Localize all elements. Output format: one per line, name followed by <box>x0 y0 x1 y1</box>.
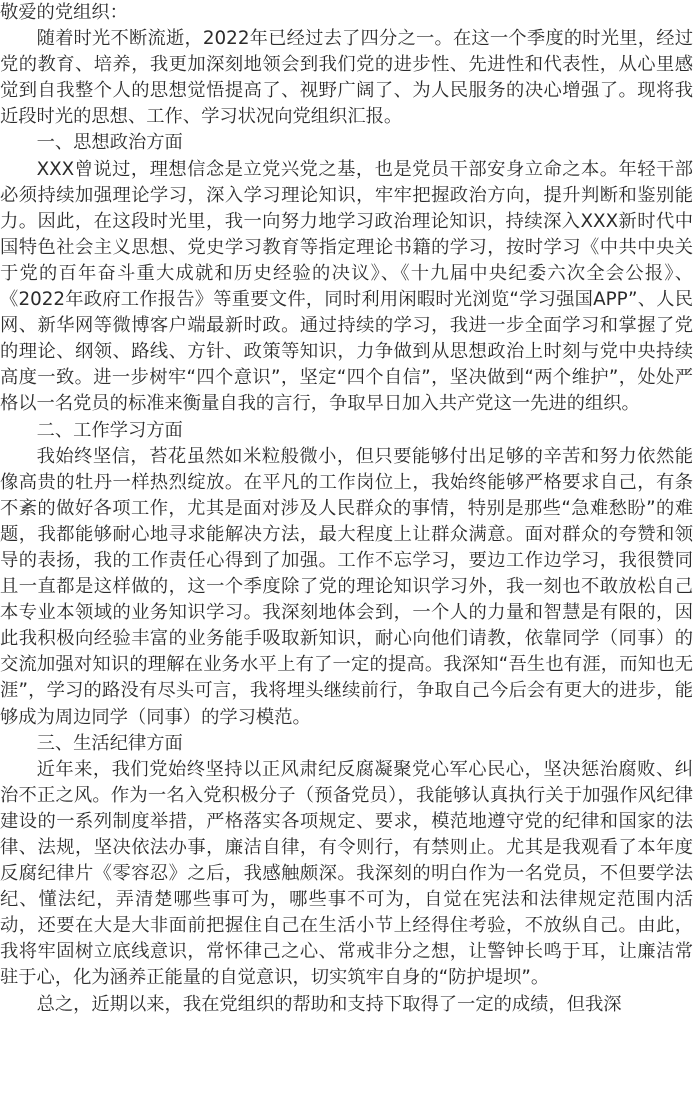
salutation: 敬爱的党组织： <box>0 2 128 23</box>
section-body-1: XXX曾说过，理想信念是立党兴党之基，也是党员干部安身立命之本。年轻干部必须持续加强理论学习，深入学习理论知识，牢牢把握政治方向，提升判断和鉴别能力。因此，在这段时光里，我一向努力地学习政治理论知识，持续深入XXX新时代中国特色社会主义思想、党史学习教育等指定理论书籍的学习，按时学习《中共中央关于党的百年奋斗重大成就和历史经验的决议》、《十九届中央纪委六次全会公报》、《2022年政府工作报告》等重要文件，同时利用闲暇时光浏览“学习强国APP”、人民网、新华网等微博客户端最新时政。通过持续的学习，我进一步全面学习和掌握了党的理论、纲领、路线、方针、政策等知识，力争做到从思想政治上时刻与党中央持续高度一致。进一步树牢“四个意识”，坚定“四个自信”，坚决做到“两个维护”，处处严格以一名党员的标准来衡量自我的言行，争取早日加入共产党这一先进的组织。 <box>0 158 693 415</box>
section-heading-2: 二、工作学习方面 <box>36 419 183 441</box>
section-heading-1: 一、思想政治方面 <box>36 132 183 154</box>
section-heading-3: 三、生活纪律方面 <box>36 732 183 754</box>
section-body-2: 我始终坚信，苔花虽然如米粒般微小，但只要能够付出足够的辛苦和努力依然能像高贵的牡丹一样热烈绽放。在平凡的工作岗位上，我始终能够严格要求自己，有条不紊的做好各项工作，尤其是面对涉及人民群众的事情，特别是那些“急难愁盼”的难题，我都能够耐心地寻求能解决方法，最大程度上让群众满意。面对群众的夸赞和领导的表扬，我的工作责任心得到了加强。工作不忘学习，要边工作边学习，我很赞同且一直都是这样做的，这一个季度除了党的理论知识学习外，我一刻也不敢放松自己本专业本领域的业务知识学习。我深刻地体会到，一个人的力量和智慧是有限的，因此我积极向经验丰富的业务能手吸取新知识，耐心向他们请教，依靠同学（同事）的交流加强对知识的理解在业务水平上有了一定的提高。我深知“吾生也有涯，而知也无涯”，学习的路没有尽头可言，我将埋头继续前行，争取自己今后会有更大的进步，能够成为周边同学（同事）的学习模范。 <box>0 445 693 728</box>
closing-paragraph: 总之，近期以来，我在党组织的帮助和支持下取得了一定的成绩，但我深 <box>36 993 622 1015</box>
section-body-3: 近年来，我们党始终坚持以正风肃纪反腐凝聚党心军心民心，坚决惩治腐败、纠治不正之风。作为一名入党积极分子（预备党员），我能够认真执行关于加强作风纪律建设的一系列制度举措，严格落实各项规定、要求，模范地遵守党的纪律和国家的法律、法规，坚决依法办事，廉洁自律，有令则行，有禁则止。尤其是我观看了本年度反腐纪律片《零容忍》之后，我感触颇深。我深刻的明白作为一名党员，不但要学法纪、懂法纪，弄清楚哪些事可为，哪些事不可为，自觉在宪法和法律规定范围内活动，还要在大是大非面前把握住自己在生活小节上经得住考验，不放纵自己。由此，我将牢固树立底线意识，常怀律己之心、常戒非分之想，让警钟长鸣于耳，让廉洁常驻于心，化为涵养正能量的自觉意识，切实筑牢自身的“防护堤坝”。 <box>0 758 693 989</box>
intro-paragraph: 随着时光不断流逝，2022年已经过去了四分之一。在这一个季度的时光里，经过党的教育、培养，我更加深刻地领会到我们党的进步性、先进性和代表性，从心里感觉到自我整个人的思想觉悟提高了、视野广阔了、为人民服务的决心增强了。现将我近段时光的思想、工作、学习状况向党组织汇报。 <box>0 28 693 128</box>
